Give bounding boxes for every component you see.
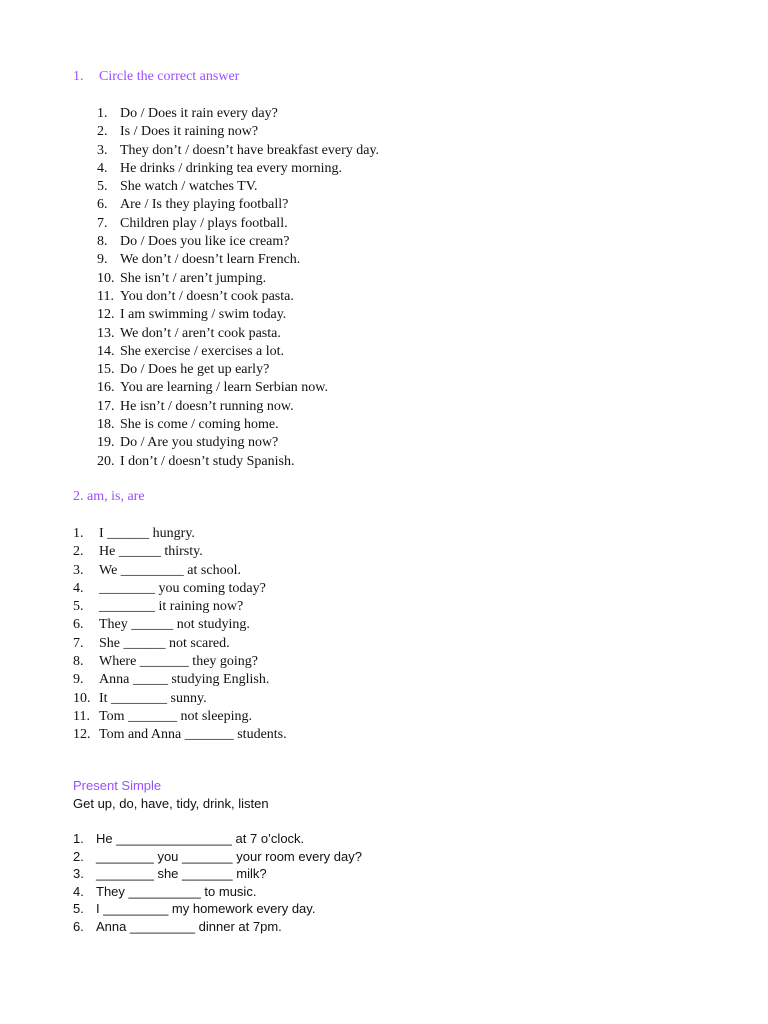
item-text: She ______ not scared. (99, 635, 230, 651)
item-text: Anna _____ studying English. (99, 672, 270, 688)
item-text: He isn’t / doesn’t running now. (120, 398, 294, 414)
item-number: 17. (97, 398, 115, 414)
item-text: I don’t / doesn’t study Spanish. (120, 453, 295, 469)
list-item (73, 562, 287, 580)
item-text: Anna _________ dinner at 7pm. (96, 918, 282, 934)
item-number: 5. (97, 179, 108, 195)
list-item (73, 653, 287, 671)
am-is-are-list (73, 525, 287, 745)
item-text: Where _______ they going? (99, 654, 259, 670)
item-number: 5. (73, 599, 84, 615)
item-text: Do / Does you like ice cream? (120, 234, 290, 250)
list-item (73, 830, 362, 848)
list-item (73, 543, 287, 561)
item-text: She exercise / exercises a lot. (120, 343, 285, 359)
list-item (73, 671, 287, 689)
item-text: She is come / coming home. (120, 417, 279, 433)
item-text: They ______ not studying. (99, 617, 250, 633)
item-text: We _________ at school. (99, 562, 241, 578)
item-number: 3. (73, 562, 84, 578)
list-item (97, 434, 379, 452)
present-simple-list (73, 830, 362, 935)
item-number: 13. (97, 325, 115, 341)
list-item (73, 918, 362, 936)
list-item (97, 379, 379, 397)
item-number: 2. (97, 124, 108, 140)
list-item (73, 726, 287, 744)
list-item (73, 525, 287, 543)
item-text: He ______ thirsty. (99, 544, 203, 560)
item-text: ________ she _______ milk? (96, 866, 267, 881)
item-number: 20. (97, 453, 115, 469)
item-number: 8. (97, 234, 108, 250)
item-number: 2. (73, 848, 84, 864)
item-text: ________ you coming today? (99, 580, 266, 596)
item-text: Do / Does he get up early? (120, 362, 270, 378)
item-text: I am swimming / swim today. (120, 307, 287, 323)
item-number: 7. (73, 635, 84, 651)
item-text: We don’t / doesn’t learn French. (120, 252, 301, 268)
item-text: They don’t / doesn’t have breakfast every day. (120, 142, 380, 158)
item-number: 15. (97, 362, 115, 378)
section1-title: Circle the correct answer (99, 69, 240, 84)
item-number: 3. (73, 866, 84, 881)
section1-heading (73, 69, 239, 85)
item-number: 1. (73, 526, 84, 541)
list-item (97, 270, 379, 288)
item-number: 6. (97, 197, 108, 213)
item-text: Do / Does it rain every day? (120, 106, 278, 121)
item-number: 4. (73, 883, 84, 899)
list-item (97, 343, 379, 361)
list-item (73, 580, 287, 598)
list-item (97, 160, 379, 178)
item-text: I _________ my homework every day. (96, 901, 316, 916)
item-text: It ________ sunny. (99, 690, 207, 706)
item-text: Tom _______ not sleeping. (99, 708, 253, 724)
list-item (73, 598, 287, 616)
item-text: She watch / watches TV. (120, 179, 258, 195)
list-item (97, 196, 379, 214)
item-text: I ______ hungry. (99, 526, 195, 541)
item-text: ________ it raining now? (99, 599, 244, 615)
list-item (73, 690, 287, 708)
list-item (73, 900, 362, 918)
list-item (97, 251, 379, 269)
item-number: 11. (73, 708, 90, 724)
item-number: 9. (73, 672, 84, 688)
circle-answer-list (97, 105, 379, 471)
item-text: She isn’t / aren’t jumping. (120, 270, 267, 286)
list-item (97, 215, 379, 233)
item-text: Tom and Anna _______ students. (99, 727, 287, 743)
item-number: 11. (97, 288, 114, 304)
item-text: We don’t / aren’t cook pasta. (120, 325, 281, 341)
list-item (97, 398, 379, 416)
list-item (73, 708, 287, 726)
item-number: 6. (73, 918, 84, 934)
word-bank: Get up, do, have, tidy, drink, listen (73, 796, 269, 811)
item-text: Children play / plays football. (120, 215, 288, 231)
section1-number: 1. (73, 69, 84, 84)
list-item (97, 306, 379, 324)
item-number: 8. (73, 654, 84, 670)
item-number: 4. (97, 160, 108, 176)
item-number: 1. (97, 106, 108, 121)
list-item (97, 142, 379, 160)
list-item (97, 233, 379, 251)
list-item (97, 178, 379, 196)
item-number: 18. (97, 417, 115, 433)
list-item (73, 616, 287, 634)
item-number: 12. (97, 307, 115, 323)
list-item (97, 105, 379, 123)
list-item (73, 865, 362, 883)
item-text: You are learning / learn Serbian now. (120, 380, 329, 396)
list-item (73, 635, 287, 653)
list-item (73, 883, 362, 901)
item-number: 7. (97, 215, 108, 231)
list-item (97, 325, 379, 343)
item-number: 1. (73, 831, 84, 846)
item-text: Are / Is they playing football? (120, 197, 289, 213)
item-number: 12. (73, 727, 91, 743)
list-item (97, 416, 379, 434)
item-number: 16. (97, 380, 115, 396)
item-text: You don’t / doesn’t cook pasta. (120, 288, 294, 304)
item-number: 19. (97, 435, 115, 451)
item-text: ________ you _______ your room every day? (96, 848, 362, 864)
item-number: 9. (97, 252, 108, 268)
item-number: 5. (73, 901, 84, 916)
item-number: 10. (97, 270, 115, 286)
item-number: 14. (97, 343, 115, 359)
section2-title: 2. am, is, are (73, 489, 145, 504)
item-number: 4. (73, 580, 84, 596)
item-number: 6. (73, 617, 84, 633)
item-text: He drinks / drinking tea every morning. (120, 160, 343, 176)
list-item (97, 453, 379, 471)
list-item (97, 123, 379, 141)
item-text: He ________________ at 7 o’clock. (96, 831, 305, 846)
list-item (97, 361, 379, 379)
item-text: Do / Are you studying now? (120, 435, 279, 451)
section3-title: Present Simple (73, 778, 162, 793)
item-number: 10. (73, 690, 91, 706)
item-text: Is / Does it raining now? (120, 124, 259, 140)
list-item (97, 288, 379, 306)
item-text: They __________ to music. (96, 883, 257, 899)
item-number: 2. (73, 544, 84, 560)
item-number: 3. (97, 142, 108, 158)
list-item (73, 848, 362, 866)
